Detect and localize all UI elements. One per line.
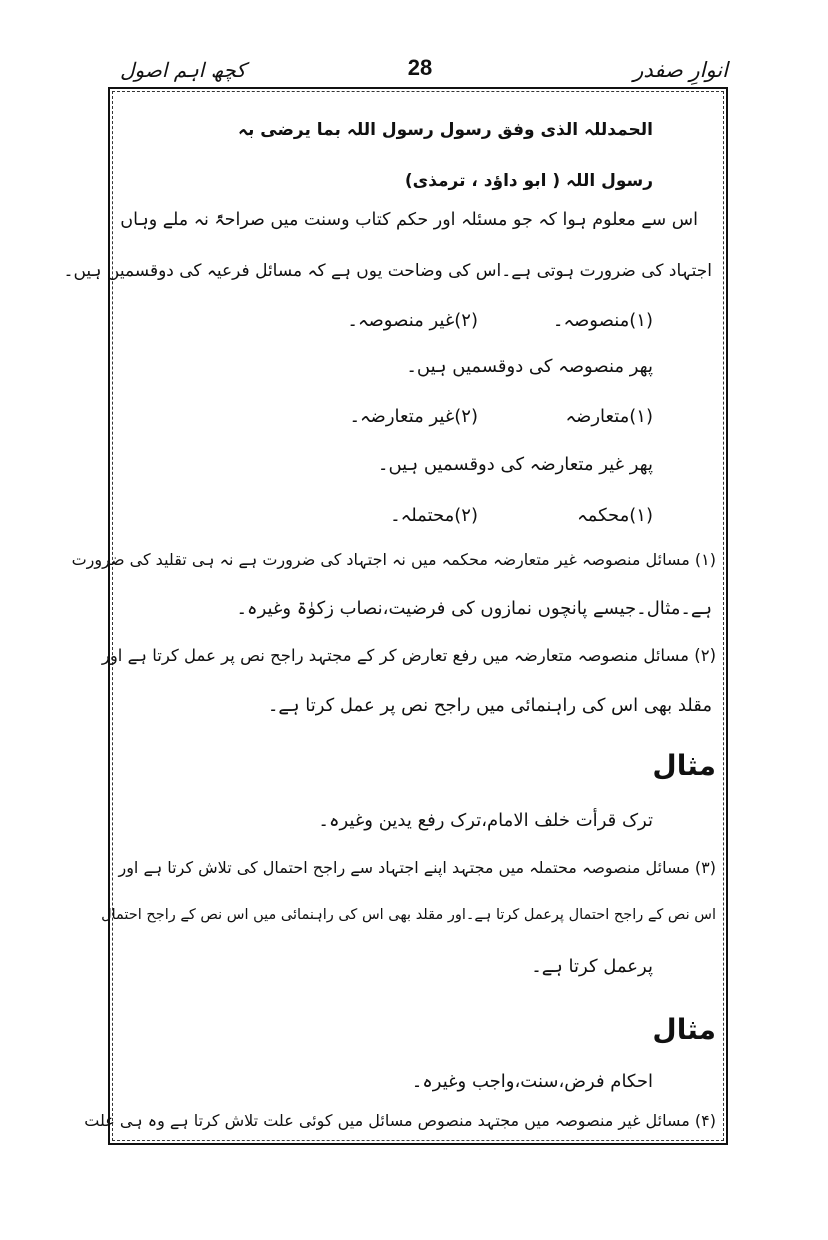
- arabic-quote-line-2: رسول اللہ ( ابو داؤد ، ترمذی): [404, 171, 653, 191]
- text-line: اجتہاد کی ضرورت ہوتی ہے۔اس کی وضاحت یوں ہے کہ مسائل فرعیہ کی دوقسمیں ہیں۔: [63, 261, 712, 281]
- text-line: احکام فرض،سنت،واجب وغیرہ۔: [411, 1071, 653, 1092]
- book-title: انوارِ صفدر: [633, 58, 728, 82]
- list-item: (۱)محکمہ: [577, 505, 653, 526]
- text-line: پرعمل کرتا ہے۔: [531, 956, 653, 977]
- list-item: (۲)غیر منصوصہ۔: [347, 310, 478, 331]
- text-line: (۱) مسائل منصوصہ غیر متعارضہ محکمہ میں نہ اجتہاد کی ضرورت ہے نہ ہی تقلید کی ضرورت: [71, 550, 716, 569]
- section-heading: مثال: [652, 749, 716, 782]
- text-line: اس سے معلوم ہوا کہ جو مسئلہ اور حکم کتاب وسنت میں صراحۃً نہ ملے وہاں: [120, 210, 698, 230]
- text-line: پھر غیر متعارضہ کی دوقسمیں ہیں۔: [377, 454, 653, 475]
- text-line: ترک قرأت خلف الامام،ترک رفع یدین وغیرہ۔: [318, 810, 653, 831]
- arabic-quote-line-1: الحمدللہ الذی وفق رسول رسول اللہ بما یرضی بہ: [238, 120, 653, 140]
- text-line: پھر منصوصہ کی دوقسمیں ہیں۔: [406, 356, 653, 377]
- section-heading: مثال: [652, 1013, 716, 1046]
- text-line: مقلد بھی اس کی راہنمائی میں راجح نص پر عمل کرتا ہے۔: [267, 695, 712, 716]
- page-number: 28: [407, 55, 433, 80]
- list-item: (۲)محتملہ۔: [390, 505, 478, 526]
- text-line: (۲) مسائل منصوصہ متعارضہ میں رفع تعارض کر کے مجتہد راجح نص پر عمل کرتا ہے اور: [101, 646, 716, 665]
- list-item: (۱)منصوصہ۔: [552, 310, 653, 331]
- text-line: اس نص کے راجح احتمال پرعمل کرتا ہے۔اور مقلد بھی اس کی راہنمائی میں اس نص کے راجح احتمال: [101, 907, 716, 923]
- list-item: (۱)متعارضہ: [565, 406, 653, 427]
- page-header: [110, 50, 728, 90]
- list-item: (۲)غیر متعارضہ۔: [349, 406, 478, 427]
- section-title: کچھ اہم اصول: [120, 58, 246, 82]
- text-line: (۳) مسائل منصوصہ محتملہ میں مجتہد اپنے اجتہاد سے راجح احتمال کی تلاش کرتا ہے اور: [118, 858, 716, 877]
- text-line: (۴) مسائل غیر منصوصہ میں مجتہد منصوص مسائل میں کوئی علت تلاش کرتا ہے وہ ہی علت: [84, 1111, 716, 1130]
- text-line: ہے۔مثال۔جیسے پانچوں نمازوں کی فرضیت،نصاب زکوٰۃ وغیرہ۔: [236, 598, 712, 619]
